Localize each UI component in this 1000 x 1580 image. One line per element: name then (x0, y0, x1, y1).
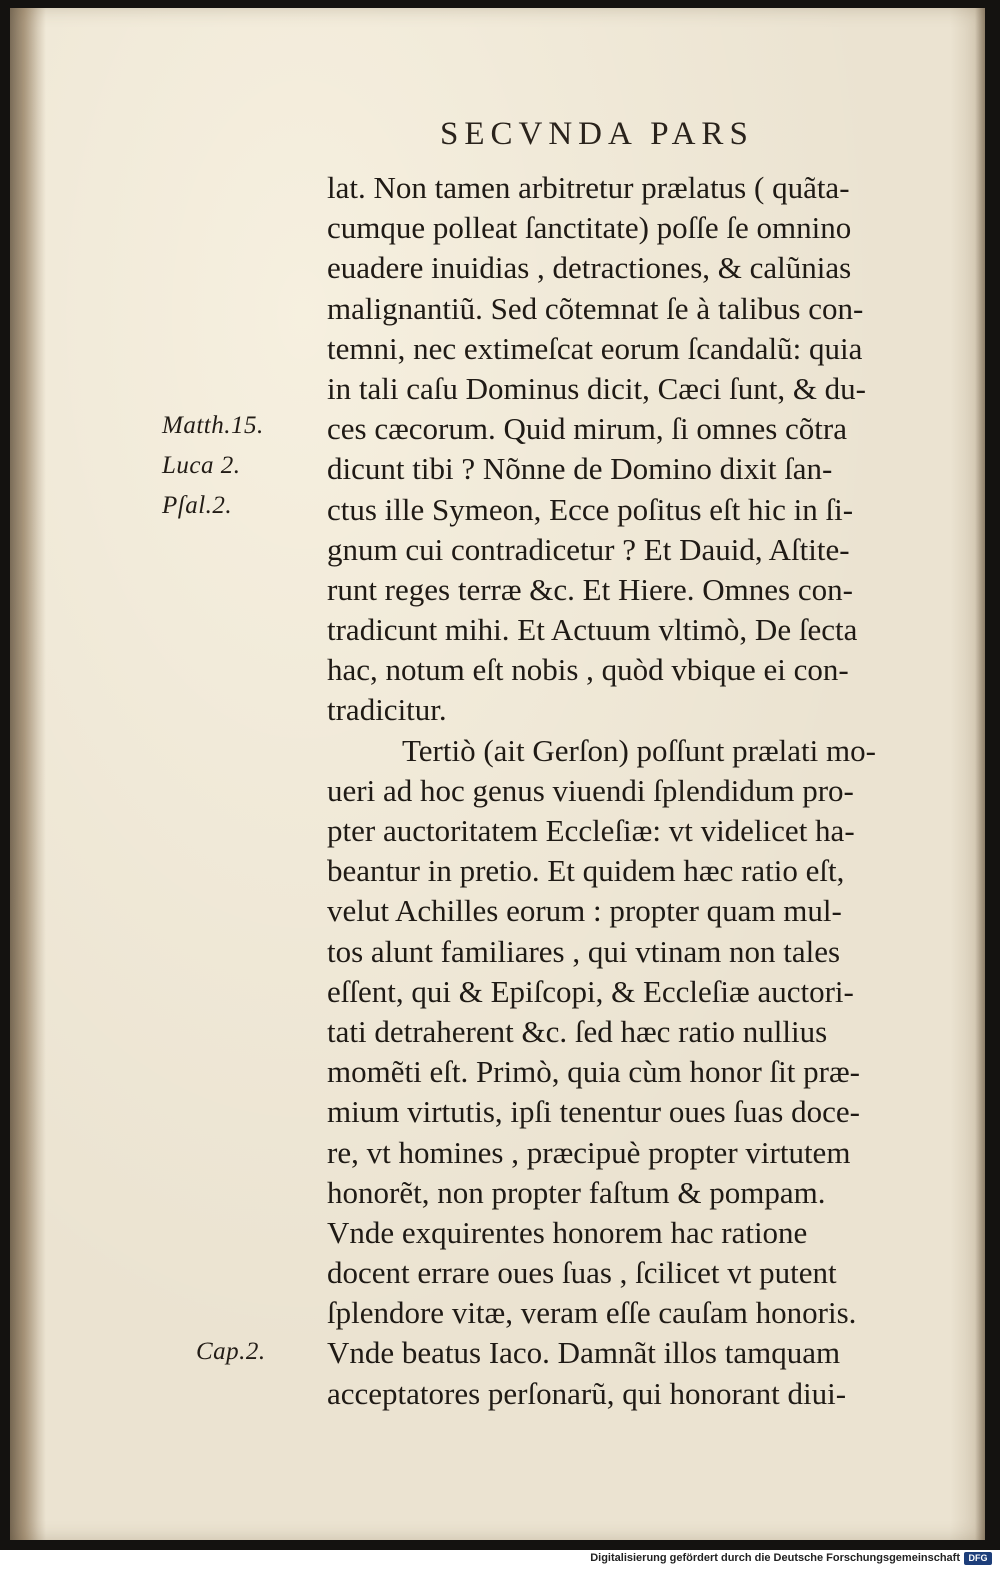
text-line: ces cæcorum. Quid mirum, ſi omnes cõtra (327, 411, 847, 447)
text-line: temni, nec extimeſcat eorum ſcandalũ: quia (327, 330, 863, 366)
margin-note-matthew: Matth.15. (162, 412, 264, 439)
text-line: in tali caſu Dominus dicit, Cæci ſunt, & du- (327, 370, 867, 406)
text-line: dicunt tibi ? Nõnne de Domino dixit ſan- (327, 451, 833, 487)
text-line: tati detraherent &c. ſed hæc ratio nullius (327, 1013, 828, 1049)
text-line: honorẽt, non propter faſtum & pompam. (327, 1174, 826, 1210)
text-line: hac, notum eſt nobis , quòd vbique ei con- (327, 652, 849, 688)
margin-note-chapter: Cap.2. (196, 1338, 266, 1365)
text-line: Vnde beatus Iaco. Damnãt illos tamquam (327, 1335, 841, 1371)
text-line: eſſent, qui & Epiſcopi, & Eccleſiæ auctori- (327, 973, 854, 1009)
text-line: cumque polleat ſanctitate) poſſe ſe omnino (327, 210, 852, 246)
text-line: tos alunt familiares , qui vtinam non tales (327, 933, 841, 969)
page-binding-shadow (10, 8, 46, 1540)
text-line: ueri ad hoc genus viuendi ſplendidum pro- (327, 772, 854, 808)
running-head: SECVNDA PARS (440, 116, 754, 152)
text-line: acceptatores perſonarũ, qui honorant diui- (327, 1375, 847, 1411)
text-line: ſplendore vitæ, veram eſſe cauſam honoris. (327, 1295, 857, 1331)
text-line: Vnde exquirentes honorem hac ratione (327, 1214, 808, 1250)
text-line: velut Achilles eorum : propter quam mul- (327, 893, 842, 929)
margin-note-luke: Luca 2. (162, 452, 241, 479)
paragraph-start-line: Tertiò (ait Gerſon) poſſunt prælati mo- (402, 732, 876, 768)
text-line: mium virtutis, ipſi tenentur oues ſuas doce- (327, 1094, 860, 1130)
text-line: gnum cui contradicetur ? Et Dauid, Aſtite- (327, 531, 850, 567)
text-line: ctus ille Symeon, Ecce poſitus eſt hic in ſi- (327, 491, 854, 527)
text-line: malignantiũ. Sed cõtemnat ſe à talibus con- (327, 290, 864, 326)
text-line: tradicitur. (327, 692, 447, 728)
text-line: lat. Non tamen arbitretur prælatus ( quãta- (327, 170, 850, 205)
text-line: momẽti eſt. Primò, quia cùm honor ſit præ- (327, 1054, 860, 1090)
dfg-logo: DFG (964, 1552, 992, 1565)
text-line: beantur in pretio. Et quidem hæc ratio eſt, (327, 853, 845, 889)
funding-credit: Digitalisierung gefördert durch die Deutsche Forschungsgemeinschaft (590, 1552, 960, 1564)
text-line: tradicunt mihi. Et Actuum vltimò, De ſecta (327, 612, 858, 648)
text-line: euadere inuidias , detractiones, & calũnias (327, 250, 852, 286)
body-text (327, 168, 967, 1414)
text-line: re, vt homines , præcipuè propter virtutem (327, 1134, 851, 1170)
page-edge-shadow (975, 8, 985, 1540)
text-line: pter auctoritatem Eccleſiæ: vt videlicet ha- (327, 813, 855, 848)
margin-note-psalm: Pſal.2. (162, 492, 233, 519)
text-line: runt reges terræ &c. Et Hiere. Omnes con- (327, 571, 853, 607)
text-line: docent errare oues ſuas , ſcilicet vt putent (327, 1255, 837, 1291)
